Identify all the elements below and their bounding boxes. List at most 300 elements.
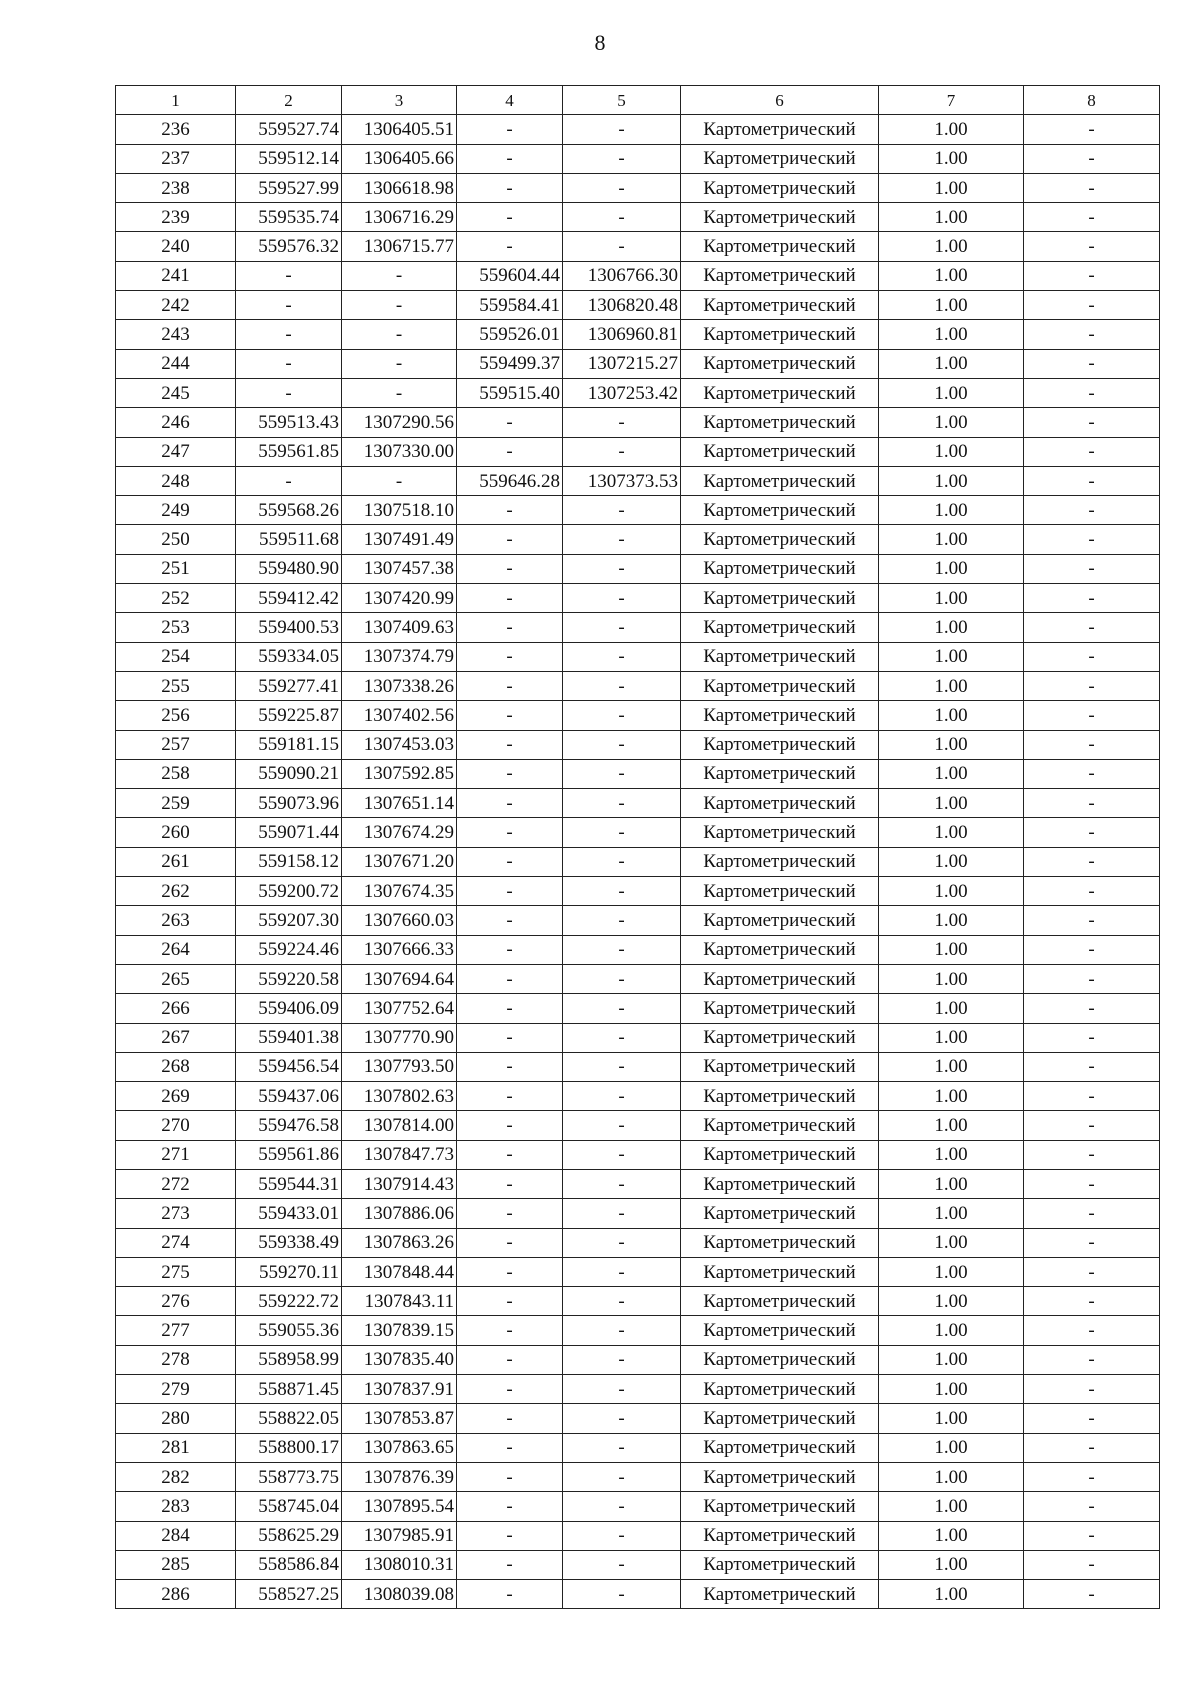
method-cell: Картометрический — [681, 642, 879, 671]
x-coordinate-alt-cell: 559584.41 — [457, 291, 563, 320]
y-coordinate-alt-cell: - — [563, 759, 681, 788]
method-cell: Картометрический — [681, 818, 879, 847]
y-coordinate-cell: - — [342, 466, 457, 495]
y-coordinate-alt-cell: - — [563, 847, 681, 876]
point-number-cell: 279 — [116, 1375, 236, 1404]
accuracy-cell: 1.00 — [879, 584, 1024, 613]
point-number-cell: 261 — [116, 847, 236, 876]
column-header-2: 2 — [236, 86, 342, 115]
y-coordinate-alt-cell: - — [563, 994, 681, 1023]
accuracy-cell: 1.00 — [879, 291, 1024, 320]
x-coordinate-cell: 559224.46 — [236, 935, 342, 964]
y-coordinate-alt-cell: - — [563, 877, 681, 906]
point-number-cell: 280 — [116, 1404, 236, 1433]
table-row — [116, 1375, 1160, 1404]
y-coordinate-alt-cell: - — [563, 1111, 681, 1140]
x-coordinate-alt-cell: - — [457, 642, 563, 671]
note-cell: - — [1024, 1580, 1160, 1609]
point-number-cell: 274 — [116, 1228, 236, 1257]
method-cell: Картометрический — [681, 1580, 879, 1609]
x-coordinate-cell: 559561.85 — [236, 437, 342, 466]
method-cell: Картометрический — [681, 789, 879, 818]
note-cell: - — [1024, 115, 1160, 144]
x-coordinate-cell: - — [236, 466, 342, 495]
y-coordinate-cell: 1307330.00 — [342, 437, 457, 466]
x-coordinate-alt-cell: - — [457, 1287, 563, 1316]
note-cell: - — [1024, 994, 1160, 1023]
method-cell: Картометрический — [681, 847, 879, 876]
note-cell: - — [1024, 1287, 1160, 1316]
point-number-cell: 278 — [116, 1345, 236, 1374]
method-cell: Картометрический — [681, 1023, 879, 1052]
accuracy-cell: 1.00 — [879, 847, 1024, 876]
note-cell: - — [1024, 906, 1160, 935]
y-coordinate-cell: 1307660.03 — [342, 906, 457, 935]
accuracy-cell: 1.00 — [879, 789, 1024, 818]
method-cell: Картометрический — [681, 730, 879, 759]
note-cell: - — [1024, 1316, 1160, 1345]
method-cell: Картометрический — [681, 1404, 879, 1433]
note-cell: - — [1024, 1169, 1160, 1198]
method-cell: Картометрический — [681, 291, 879, 320]
note-cell: - — [1024, 173, 1160, 202]
x-coordinate-alt-cell: - — [457, 964, 563, 993]
note-cell: - — [1024, 1492, 1160, 1521]
point-number-cell: 267 — [116, 1023, 236, 1052]
table-row — [116, 1345, 1160, 1374]
x-coordinate-cell: 559527.99 — [236, 173, 342, 202]
x-coordinate-cell: 559200.72 — [236, 877, 342, 906]
y-coordinate-alt-cell: - — [563, 1375, 681, 1404]
table-row — [116, 496, 1160, 525]
point-number-cell: 250 — [116, 525, 236, 554]
y-coordinate-alt-cell: - — [563, 437, 681, 466]
x-coordinate-cell: 559225.87 — [236, 701, 342, 730]
y-coordinate-cell: 1307876.39 — [342, 1462, 457, 1491]
accuracy-cell: 1.00 — [879, 1433, 1024, 1462]
y-coordinate-alt-cell: 1306766.30 — [563, 261, 681, 290]
note-cell: - — [1024, 1199, 1160, 1228]
accuracy-cell: 1.00 — [879, 1169, 1024, 1198]
table-row — [116, 584, 1160, 613]
y-coordinate-cell: 1306405.51 — [342, 115, 457, 144]
point-number-cell: 241 — [116, 261, 236, 290]
table-row — [116, 115, 1160, 144]
y-coordinate-alt-cell: - — [563, 1345, 681, 1374]
point-number-cell: 276 — [116, 1287, 236, 1316]
method-cell: Картометрический — [681, 232, 879, 261]
method-cell: Картометрический — [681, 496, 879, 525]
method-cell: Картометрический — [681, 1345, 879, 1374]
table-row — [116, 964, 1160, 993]
y-coordinate-alt-cell: 1306960.81 — [563, 320, 681, 349]
x-coordinate-alt-cell: - — [457, 789, 563, 818]
column-header-7: 7 — [879, 86, 1024, 115]
point-number-cell: 239 — [116, 203, 236, 232]
x-coordinate-cell: 558958.99 — [236, 1345, 342, 1374]
table-row — [116, 291, 1160, 320]
point-number-cell: 245 — [116, 378, 236, 407]
table-row — [116, 1169, 1160, 1198]
y-coordinate-alt-cell: - — [563, 1023, 681, 1052]
y-coordinate-alt-cell: - — [563, 1228, 681, 1257]
x-coordinate-alt-cell: - — [457, 1257, 563, 1286]
x-coordinate-alt-cell: - — [457, 1550, 563, 1579]
accuracy-cell: 1.00 — [879, 1111, 1024, 1140]
method-cell: Картометрический — [681, 877, 879, 906]
x-coordinate-alt-cell: - — [457, 144, 563, 173]
x-coordinate-cell: 558527.25 — [236, 1580, 342, 1609]
table-row — [116, 466, 1160, 495]
x-coordinate-cell: 559456.54 — [236, 1052, 342, 1081]
point-number-cell: 264 — [116, 935, 236, 964]
point-number-cell: 260 — [116, 818, 236, 847]
point-number-cell: 236 — [116, 115, 236, 144]
point-number-cell: 277 — [116, 1316, 236, 1345]
accuracy-cell: 1.00 — [879, 1082, 1024, 1111]
x-coordinate-alt-cell: - — [457, 1521, 563, 1550]
accuracy-cell: 1.00 — [879, 1023, 1024, 1052]
point-number-cell: 237 — [116, 144, 236, 173]
table-row — [116, 642, 1160, 671]
method-cell: Картометрический — [681, 525, 879, 554]
accuracy-cell: 1.00 — [879, 525, 1024, 554]
x-coordinate-cell: 559277.41 — [236, 671, 342, 700]
x-coordinate-alt-cell: - — [457, 877, 563, 906]
point-number-cell: 286 — [116, 1580, 236, 1609]
x-coordinate-cell: 558745.04 — [236, 1492, 342, 1521]
point-number-cell: 271 — [116, 1140, 236, 1169]
y-coordinate-cell: - — [342, 320, 457, 349]
x-coordinate-cell: 558822.05 — [236, 1404, 342, 1433]
table-row — [116, 203, 1160, 232]
table-row — [116, 701, 1160, 730]
note-cell: - — [1024, 261, 1160, 290]
x-coordinate-alt-cell: - — [457, 1111, 563, 1140]
coordinates-table — [115, 85, 1160, 1609]
table-row — [116, 1082, 1160, 1111]
table-row — [116, 1111, 1160, 1140]
note-cell: - — [1024, 203, 1160, 232]
x-coordinate-alt-cell: - — [457, 1375, 563, 1404]
point-number-cell: 252 — [116, 584, 236, 613]
y-coordinate-cell: 1307420.99 — [342, 584, 457, 613]
y-coordinate-cell: 1307457.38 — [342, 554, 457, 583]
method-cell: Картометрический — [681, 173, 879, 202]
accuracy-cell: 1.00 — [879, 671, 1024, 700]
x-coordinate-alt-cell: - — [457, 1052, 563, 1081]
y-coordinate-alt-cell: - — [563, 818, 681, 847]
y-coordinate-alt-cell: - — [563, 730, 681, 759]
column-header-3: 3 — [342, 86, 457, 115]
column-header-4: 4 — [457, 86, 563, 115]
method-cell: Картометрический — [681, 1199, 879, 1228]
accuracy-cell: 1.00 — [879, 1052, 1024, 1081]
point-number-cell: 266 — [116, 994, 236, 1023]
y-coordinate-cell: - — [342, 291, 457, 320]
point-number-cell: 265 — [116, 964, 236, 993]
x-coordinate-alt-cell: - — [457, 730, 563, 759]
point-number-cell: 263 — [116, 906, 236, 935]
accuracy-cell: 1.00 — [879, 1287, 1024, 1316]
note-cell: - — [1024, 671, 1160, 700]
method-cell: Картометрический — [681, 584, 879, 613]
x-coordinate-alt-cell: - — [457, 759, 563, 788]
note-cell: - — [1024, 349, 1160, 378]
y-coordinate-alt-cell: - — [563, 1169, 681, 1198]
table-row — [116, 1550, 1160, 1579]
accuracy-cell: 1.00 — [879, 203, 1024, 232]
y-coordinate-alt-cell: - — [563, 232, 681, 261]
y-coordinate-alt-cell: - — [563, 642, 681, 671]
y-coordinate-cell: 1307793.50 — [342, 1052, 457, 1081]
y-coordinate-alt-cell: - — [563, 1316, 681, 1345]
accuracy-cell: 1.00 — [879, 964, 1024, 993]
method-cell: Картометрический — [681, 1082, 879, 1111]
x-coordinate-alt-cell: - — [457, 1404, 563, 1433]
method-cell: Картометрический — [681, 203, 879, 232]
x-coordinate-cell: 559512.14 — [236, 144, 342, 173]
x-coordinate-alt-cell: - — [457, 525, 563, 554]
y-coordinate-alt-cell: - — [563, 203, 681, 232]
x-coordinate-alt-cell: - — [457, 994, 563, 1023]
x-coordinate-cell: 559334.05 — [236, 642, 342, 671]
note-cell: - — [1024, 935, 1160, 964]
point-number-cell: 240 — [116, 232, 236, 261]
y-coordinate-alt-cell: - — [563, 789, 681, 818]
y-coordinate-cell: 1307848.44 — [342, 1257, 457, 1286]
x-coordinate-alt-cell: - — [457, 818, 563, 847]
note-cell: - — [1024, 291, 1160, 320]
x-coordinate-alt-cell: - — [457, 701, 563, 730]
accuracy-cell: 1.00 — [879, 1375, 1024, 1404]
x-coordinate-alt-cell: 559526.01 — [457, 320, 563, 349]
table-row — [116, 994, 1160, 1023]
accuracy-cell: 1.00 — [879, 1550, 1024, 1579]
point-number-cell: 281 — [116, 1433, 236, 1462]
method-cell: Картометрический — [681, 964, 879, 993]
method-cell: Картометрический — [681, 1169, 879, 1198]
method-cell: Картометрический — [681, 144, 879, 173]
point-number-cell: 269 — [116, 1082, 236, 1111]
x-coordinate-cell: 559073.96 — [236, 789, 342, 818]
table-row — [116, 320, 1160, 349]
note-cell: - — [1024, 642, 1160, 671]
accuracy-cell: 1.00 — [879, 1199, 1024, 1228]
y-coordinate-alt-cell: - — [563, 701, 681, 730]
table-row — [116, 1052, 1160, 1081]
accuracy-cell: 1.00 — [879, 232, 1024, 261]
method-cell: Картометрический — [681, 759, 879, 788]
table-row — [116, 1521, 1160, 1550]
y-coordinate-alt-cell: - — [563, 1433, 681, 1462]
y-coordinate-alt-cell: - — [563, 115, 681, 144]
y-coordinate-alt-cell: - — [563, 496, 681, 525]
note-cell: - — [1024, 701, 1160, 730]
method-cell: Картометрический — [681, 1111, 879, 1140]
x-coordinate-alt-cell: - — [457, 1169, 563, 1198]
point-number-cell: 268 — [116, 1052, 236, 1081]
y-coordinate-cell: 1307863.65 — [342, 1433, 457, 1462]
x-coordinate-cell: 559055.36 — [236, 1316, 342, 1345]
note-cell: - — [1024, 496, 1160, 525]
note-cell: - — [1024, 437, 1160, 466]
note-cell: - — [1024, 818, 1160, 847]
x-coordinate-alt-cell: - — [457, 496, 563, 525]
y-coordinate-alt-cell: 1307373.53 — [563, 466, 681, 495]
point-number-cell: 256 — [116, 701, 236, 730]
x-coordinate-alt-cell: - — [457, 1492, 563, 1521]
x-coordinate-alt-cell: - — [457, 1023, 563, 1052]
y-coordinate-cell: 1307666.33 — [342, 935, 457, 964]
x-coordinate-alt-cell: - — [457, 554, 563, 583]
note-cell: - — [1024, 525, 1160, 554]
note-cell: - — [1024, 877, 1160, 906]
table-row — [116, 818, 1160, 847]
y-coordinate-cell: 1307814.00 — [342, 1111, 457, 1140]
x-coordinate-alt-cell: - — [457, 232, 563, 261]
note-cell: - — [1024, 1462, 1160, 1491]
accuracy-cell: 1.00 — [879, 349, 1024, 378]
x-coordinate-alt-cell: - — [457, 906, 563, 935]
point-number-cell: 238 — [116, 173, 236, 202]
point-number-cell: 243 — [116, 320, 236, 349]
accuracy-cell: 1.00 — [879, 1316, 1024, 1345]
x-coordinate-cell: 559544.31 — [236, 1169, 342, 1198]
x-coordinate-cell: 559406.09 — [236, 994, 342, 1023]
point-number-cell: 270 — [116, 1111, 236, 1140]
point-number-cell: 285 — [116, 1550, 236, 1579]
y-coordinate-cell: - — [342, 261, 457, 290]
method-cell: Картометрический — [681, 671, 879, 700]
x-coordinate-alt-cell: 559515.40 — [457, 378, 563, 407]
table-header-row — [116, 86, 1160, 115]
point-number-cell: 259 — [116, 789, 236, 818]
y-coordinate-cell: - — [342, 349, 457, 378]
x-coordinate-alt-cell: - — [457, 847, 563, 876]
point-number-cell: 254 — [116, 642, 236, 671]
y-coordinate-cell: 1307837.91 — [342, 1375, 457, 1404]
x-coordinate-cell: 559400.53 — [236, 613, 342, 642]
y-coordinate-cell: 1307895.54 — [342, 1492, 457, 1521]
table-row — [116, 525, 1160, 554]
accuracy-cell: 1.00 — [879, 173, 1024, 202]
y-coordinate-cell: 1307853.87 — [342, 1404, 457, 1433]
y-coordinate-cell: 1307863.26 — [342, 1228, 457, 1257]
y-coordinate-alt-cell: - — [563, 1287, 681, 1316]
point-number-cell: 249 — [116, 496, 236, 525]
table-row — [116, 789, 1160, 818]
y-coordinate-alt-cell: - — [563, 144, 681, 173]
y-coordinate-alt-cell: 1307253.42 — [563, 378, 681, 407]
x-coordinate-alt-cell: - — [457, 1433, 563, 1462]
note-cell: - — [1024, 1140, 1160, 1169]
y-coordinate-alt-cell: - — [563, 554, 681, 583]
method-cell: Картометрический — [681, 466, 879, 495]
x-coordinate-cell: 559222.72 — [236, 1287, 342, 1316]
accuracy-cell: 1.00 — [879, 1257, 1024, 1286]
y-coordinate-alt-cell: - — [563, 1404, 681, 1433]
table-row — [116, 1492, 1160, 1521]
table-row — [116, 232, 1160, 261]
point-number-cell: 257 — [116, 730, 236, 759]
table-row — [116, 1316, 1160, 1345]
y-coordinate-cell: 1307518.10 — [342, 496, 457, 525]
y-coordinate-cell: 1307694.64 — [342, 964, 457, 993]
point-number-cell: 272 — [116, 1169, 236, 1198]
method-cell: Картометрический — [681, 1375, 879, 1404]
y-coordinate-cell: 1307674.29 — [342, 818, 457, 847]
x-coordinate-cell: 559437.06 — [236, 1082, 342, 1111]
y-coordinate-cell: 1307374.79 — [342, 642, 457, 671]
column-header-8: 8 — [1024, 86, 1160, 115]
x-coordinate-cell: 559220.58 — [236, 964, 342, 993]
x-coordinate-alt-cell: - — [457, 671, 563, 700]
accuracy-cell: 1.00 — [879, 613, 1024, 642]
x-coordinate-cell: 559576.32 — [236, 232, 342, 261]
method-cell: Картометрический — [681, 349, 879, 378]
table-row — [116, 1140, 1160, 1169]
point-number-cell: 255 — [116, 671, 236, 700]
y-coordinate-cell: 1307671.20 — [342, 847, 457, 876]
method-cell: Картометрический — [681, 1462, 879, 1491]
y-coordinate-alt-cell: - — [563, 525, 681, 554]
note-cell: - — [1024, 1375, 1160, 1404]
table-row — [116, 1433, 1160, 1462]
note-cell: - — [1024, 964, 1160, 993]
table-row — [116, 349, 1160, 378]
note-cell: - — [1024, 1433, 1160, 1462]
x-coordinate-cell: 559511.68 — [236, 525, 342, 554]
point-number-cell: 258 — [116, 759, 236, 788]
accuracy-cell: 1.00 — [879, 408, 1024, 437]
method-cell: Картометрический — [681, 378, 879, 407]
method-cell: Картометрический — [681, 437, 879, 466]
accuracy-cell: 1.00 — [879, 496, 1024, 525]
accuracy-cell: 1.00 — [879, 261, 1024, 290]
x-coordinate-cell: - — [236, 261, 342, 290]
accuracy-cell: 1.00 — [879, 1345, 1024, 1374]
method-cell: Картометрический — [681, 320, 879, 349]
x-coordinate-alt-cell: - — [457, 584, 563, 613]
y-coordinate-cell: 1307290.56 — [342, 408, 457, 437]
y-coordinate-cell: 1306618.98 — [342, 173, 457, 202]
y-coordinate-cell: 1307338.26 — [342, 671, 457, 700]
x-coordinate-alt-cell: 559604.44 — [457, 261, 563, 290]
y-coordinate-alt-cell: - — [563, 408, 681, 437]
accuracy-cell: 1.00 — [879, 1462, 1024, 1491]
accuracy-cell: 1.00 — [879, 378, 1024, 407]
x-coordinate-cell: 559527.74 — [236, 115, 342, 144]
note-cell: - — [1024, 789, 1160, 818]
x-coordinate-cell: 559270.11 — [236, 1257, 342, 1286]
x-coordinate-cell: 559207.30 — [236, 906, 342, 935]
column-header-1: 1 — [116, 86, 236, 115]
y-coordinate-cell: 1307651.14 — [342, 789, 457, 818]
y-coordinate-cell: 1308010.31 — [342, 1550, 457, 1579]
method-cell: Картометрический — [681, 1140, 879, 1169]
method-cell: Картометрический — [681, 115, 879, 144]
y-coordinate-cell: 1306715.77 — [342, 232, 457, 261]
x-coordinate-alt-cell: - — [457, 1140, 563, 1169]
accuracy-cell: 1.00 — [879, 437, 1024, 466]
x-coordinate-alt-cell: - — [457, 935, 563, 964]
y-coordinate-alt-cell: - — [563, 1140, 681, 1169]
column-header-5: 5 — [563, 86, 681, 115]
y-coordinate-cell: - — [342, 378, 457, 407]
method-cell: Картометрический — [681, 1492, 879, 1521]
y-coordinate-cell: 1307770.90 — [342, 1023, 457, 1052]
